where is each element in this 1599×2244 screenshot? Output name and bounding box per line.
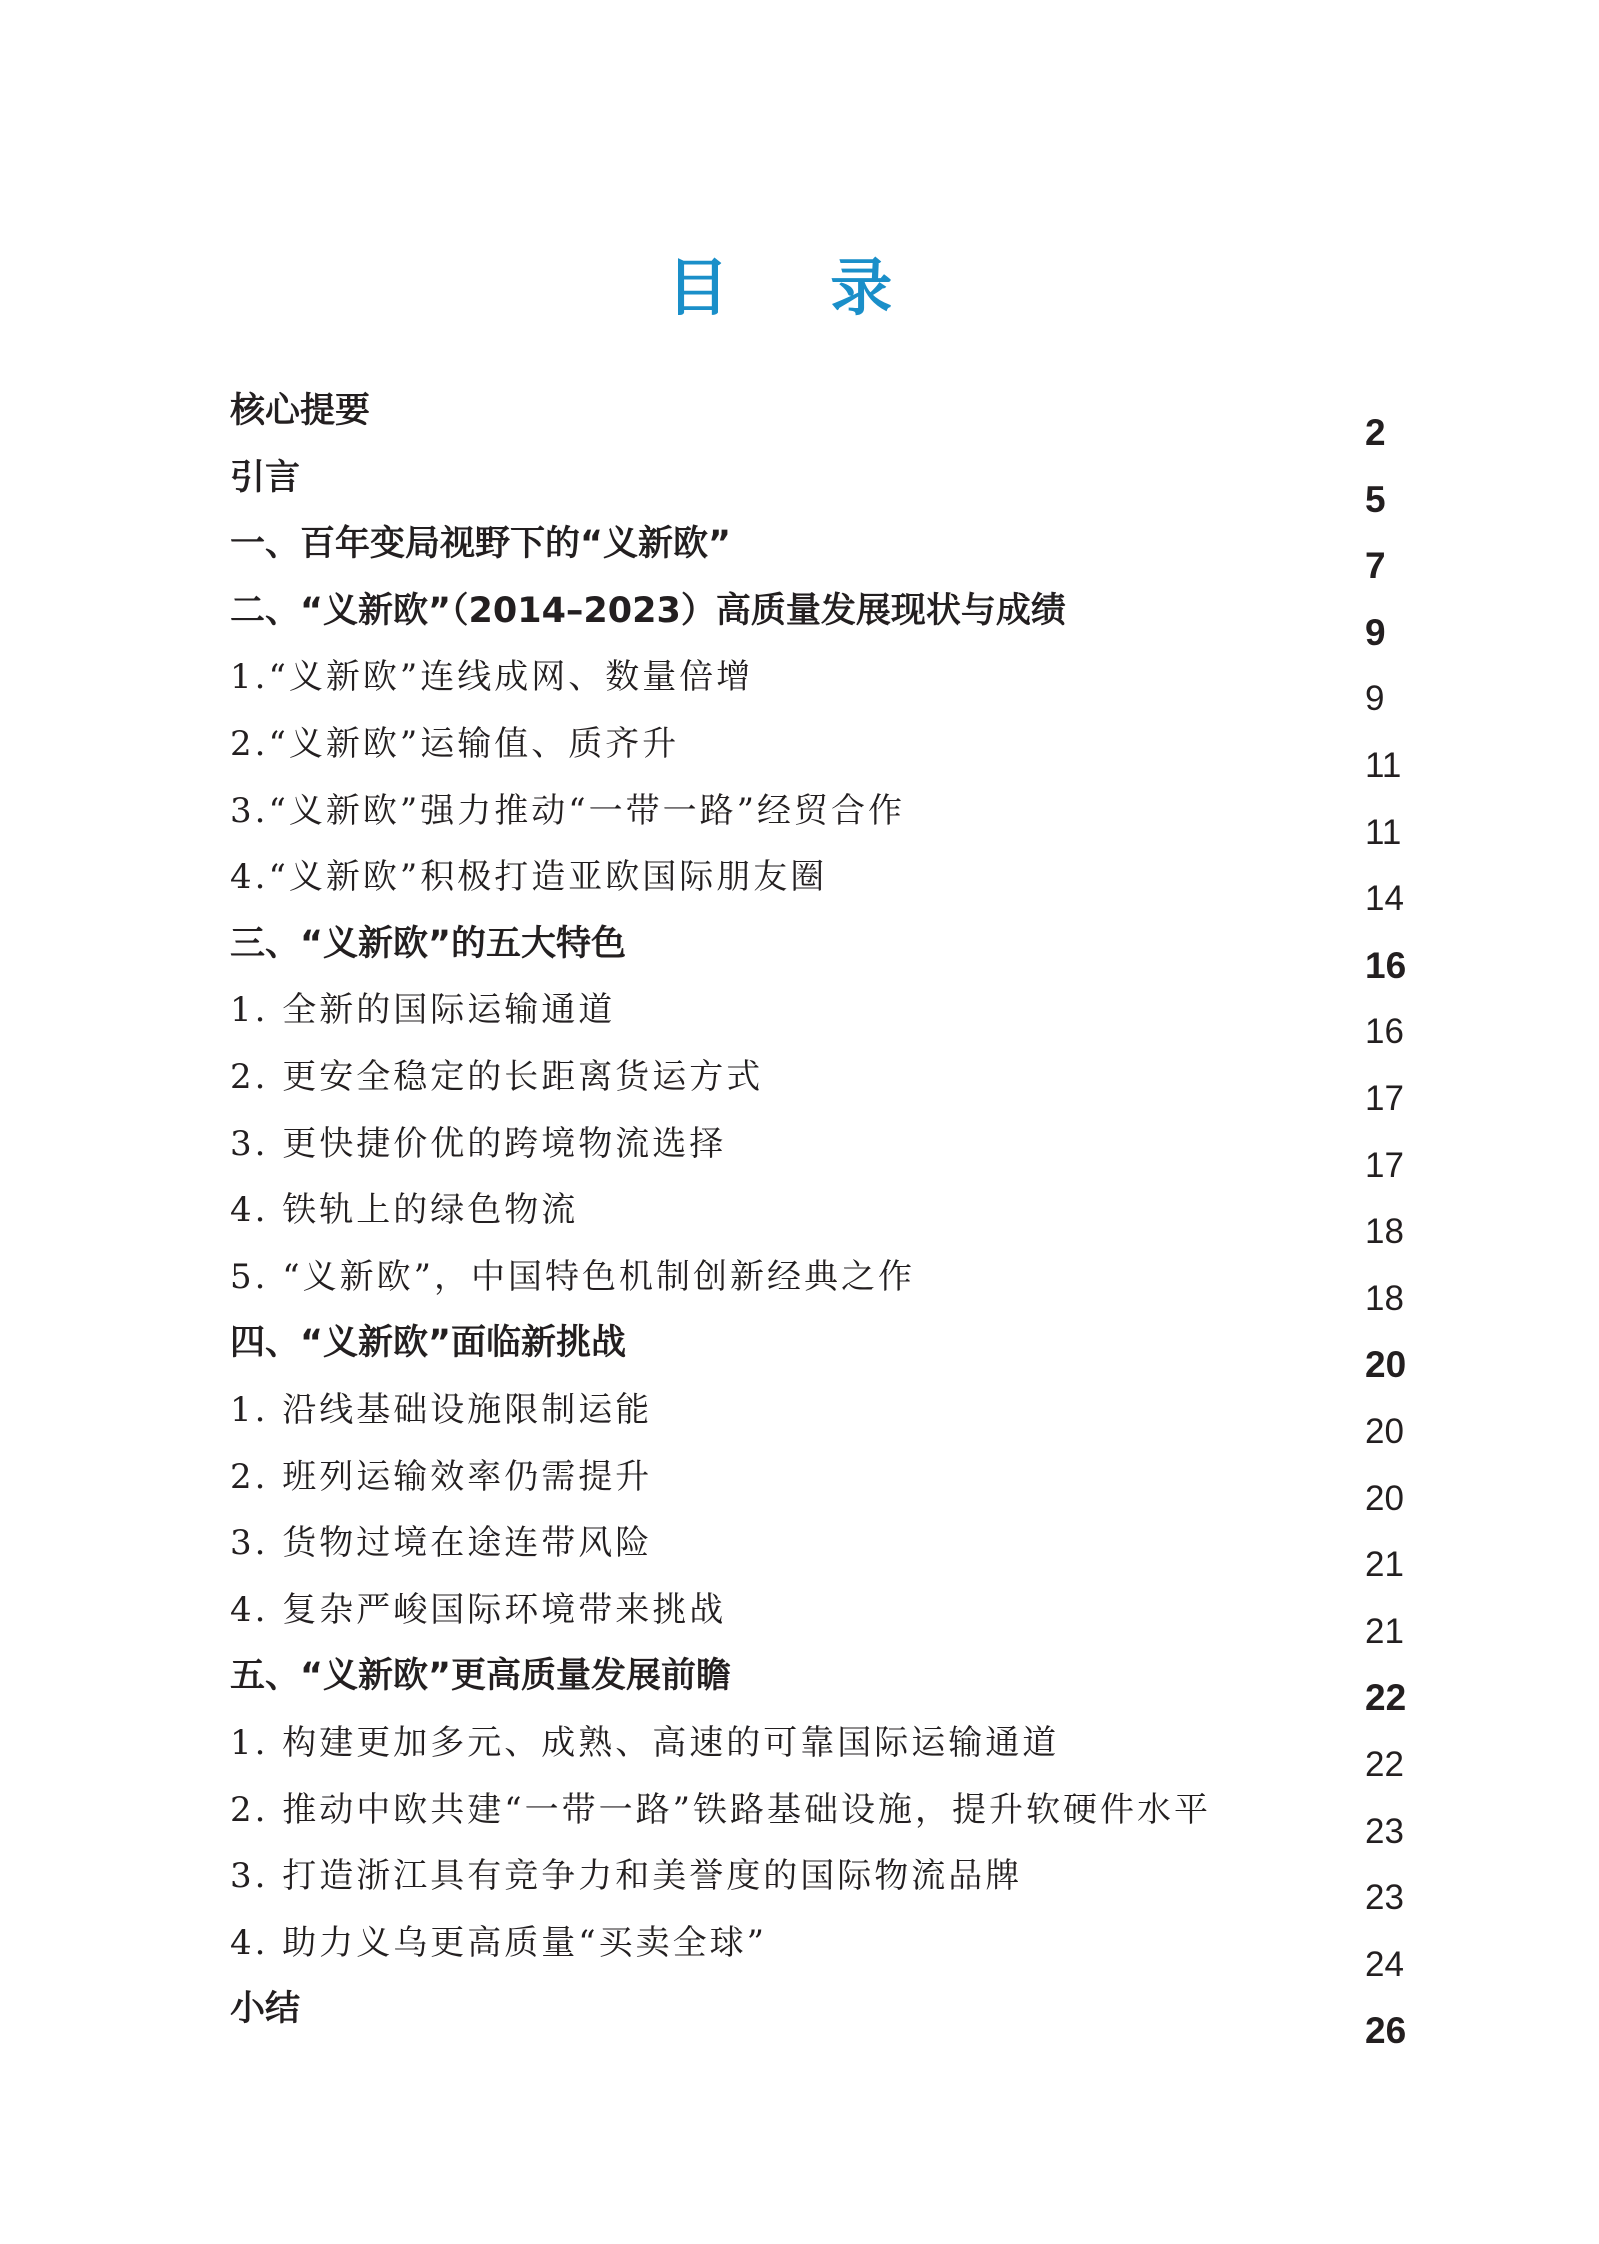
toc-entry-title: 小结	[230, 1989, 301, 2030]
toc-page-number: 17	[1365, 1145, 1404, 1185]
toc-entry[interactable]	[230, 652, 1410, 718]
toc-entry[interactable]	[230, 1318, 1410, 1384]
toc-entry[interactable]	[230, 1518, 1410, 1584]
toc-page-number: 21	[1365, 1545, 1404, 1585]
toc-entry[interactable]	[230, 1851, 1410, 1917]
toc-page-number: 2	[1365, 412, 1386, 453]
toc-entry-title: 5. “义新欧”，中国特色机制创新经典之作	[230, 1256, 916, 1297]
toc-entry-title: 1. 全新的国际运输通道	[230, 990, 616, 1031]
toc-entry[interactable]	[230, 1718, 1410, 1784]
toc-entry[interactable]	[230, 1651, 1410, 1717]
toc-page-number: 20	[1365, 1478, 1404, 1518]
toc-entry-title: 1.“义新欧”连线成网、数量倍增	[230, 657, 754, 698]
toc-page-number: 24	[1365, 1944, 1404, 1984]
toc-entry[interactable]	[230, 786, 1410, 852]
toc-entry[interactable]	[230, 1385, 1410, 1451]
toc-entry-title: 2. 更安全稳定的长距离货运方式	[230, 1057, 764, 1097]
toc-entry[interactable]	[230, 386, 1410, 452]
toc-page-number: 9	[1365, 679, 1385, 719]
toc-entry-title: 3.“义新欧”强力推动“一带一路”经贸合作	[230, 790, 905, 831]
toc-entry-title: 核心提要	[230, 391, 371, 431]
toc-page-number: 11	[1365, 812, 1402, 852]
toc-entry[interactable]	[230, 1585, 1410, 1651]
toc-entry[interactable]	[230, 985, 1410, 1051]
toc-entry-title: 4. 复杂严峻国际环境带来挑战	[230, 1589, 727, 1630]
toc-entry-title: 五、“义新欧”更高质量发展前瞻	[230, 1656, 732, 1697]
toc-page-number: 16	[1365, 944, 1407, 986]
toc-page-number: 22	[1365, 1745, 1404, 1784]
page-title: 目 录	[666, 251, 933, 324]
toc-entry-title: 一、百年变局视野下的“义新欧”	[230, 524, 732, 565]
toc-page-number: 18	[1365, 1212, 1404, 1252]
toc-entry[interactable]	[230, 1452, 1410, 1518]
toc-page-number: 18	[1365, 1278, 1404, 1318]
toc-entry-title: 3. 更快捷价优的跨境物流选择	[230, 1123, 727, 1164]
toc-entry[interactable]	[230, 852, 1410, 918]
toc-entry-title: 四、“义新欧”面临新挑战	[230, 1323, 627, 1364]
toc-page-number: 9	[1365, 611, 1386, 653]
toc-page-number: 26	[1365, 2010, 1407, 2052]
toc-entry[interactable]	[230, 919, 1410, 985]
toc-entry[interactable]	[230, 1785, 1410, 1851]
toc-page-number: 20	[1365, 1344, 1407, 1386]
toc-page-number: 7	[1365, 545, 1386, 587]
toc-entry-title: 引言	[230, 457, 301, 498]
toc-page-number: 21	[1365, 1611, 1404, 1651]
toc-page-number: 5	[1365, 478, 1386, 520]
toc-entry-title: 2. 班列运输效率仍需提升	[230, 1456, 653, 1497]
toc-page-number: 11	[1365, 746, 1402, 785]
toc-page-number: 20	[1365, 1412, 1404, 1451]
toc-page-number: 23	[1365, 1878, 1404, 1918]
toc-entry[interactable]	[230, 1119, 1410, 1185]
toc-entry-title: 4.“义新欧”积极打造亚欧国际朋友圈	[230, 857, 828, 898]
toc-entry[interactable]	[230, 1052, 1410, 1118]
toc-entry-title: 3. 货物过境在途连带风险	[230, 1523, 653, 1564]
toc-page-number: 23	[1365, 1811, 1404, 1851]
toc-entry-title: 三、“义新欧”的五大特色	[230, 923, 627, 964]
toc-entry[interactable]	[230, 1185, 1410, 1251]
toc-entry[interactable]	[230, 519, 1410, 585]
toc-entry-title: 4. 铁轨上的绿色物流	[230, 1190, 579, 1231]
toc-entry[interactable]	[230, 1918, 1410, 1984]
toc-entry-title: 2.“义新欧”运输值、质齐升	[230, 724, 680, 764]
toc-entry[interactable]	[230, 719, 1410, 785]
toc-page-number: 22	[1365, 1677, 1407, 1719]
toc-entry-title: 二、“义新欧”（2014–2023）高质量发展现状与成绩	[230, 590, 1066, 631]
toc-entry[interactable]	[230, 1984, 1410, 2050]
toc-page-number: 14	[1365, 879, 1404, 919]
toc-entry[interactable]	[230, 453, 1410, 519]
toc-page-number: 17	[1365, 1079, 1404, 1118]
toc-entry[interactable]	[230, 586, 1410, 652]
toc-page-number: 16	[1365, 1012, 1404, 1052]
toc-entry-title: 1. 构建更加多元、成熟、高速的可靠国际运输通道	[230, 1723, 1060, 1763]
toc-entry-title: 1. 沿线基础设施限制运能	[230, 1390, 653, 1430]
toc-entry-title: 4. 助力义乌更高质量“买卖全球”	[230, 1922, 768, 1963]
toc-entry-title: 3. 打造浙江具有竞争力和美誉度的国际物流品牌	[230, 1856, 1023, 1897]
toc-entry[interactable]	[230, 1252, 1410, 1318]
toc-entry-title: 2. 推动中欧共建“一带一路”铁路基础设施，提升软硬件水平	[230, 1789, 1212, 1830]
